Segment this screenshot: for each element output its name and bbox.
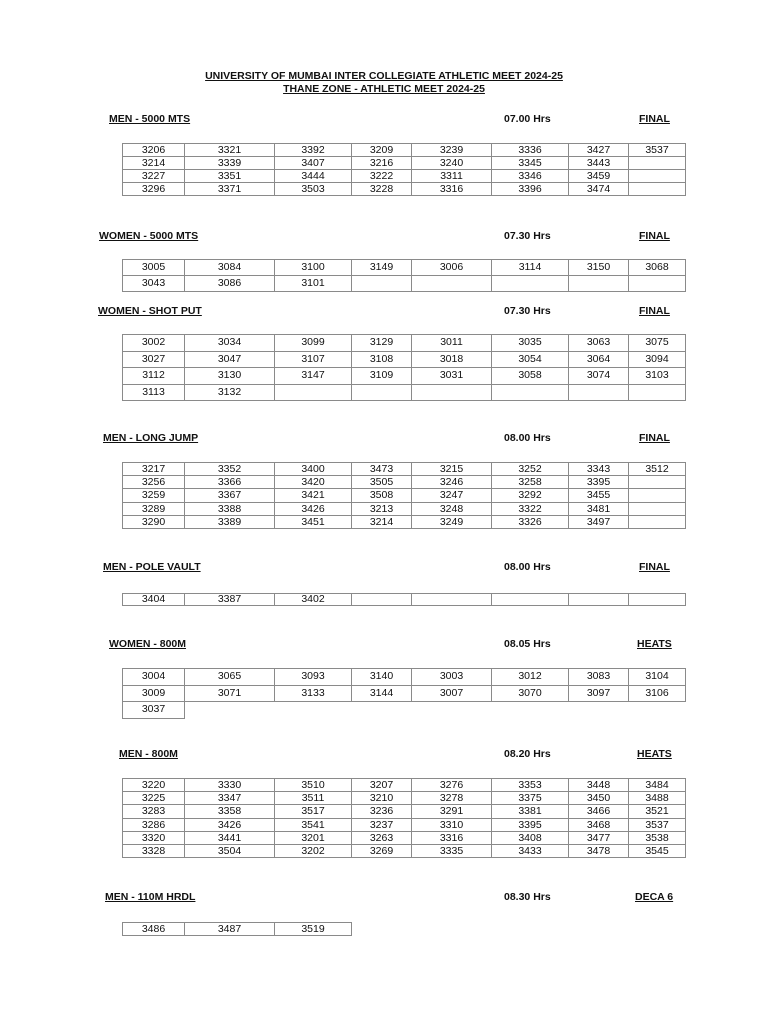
bib-cell: 3109 xyxy=(352,368,412,385)
bib-table xyxy=(122,143,686,196)
bib-cell: 3237 xyxy=(352,818,412,831)
bib-cell: 3202 xyxy=(275,845,352,858)
bib-cell: 3366 xyxy=(185,476,275,489)
bib-cell: 3240 xyxy=(412,157,492,170)
bib-cell: 3037 xyxy=(123,702,185,719)
bib-cell: 3227 xyxy=(123,170,185,183)
bib-cell: 3149 xyxy=(352,260,412,276)
bib-cell: 3018 xyxy=(412,351,492,368)
bib-cell: 3473 xyxy=(352,463,412,476)
bib-cell: 3150 xyxy=(569,260,629,276)
bib-cell: 3505 xyxy=(352,476,412,489)
bib-cell: 3455 xyxy=(569,489,629,502)
meet-title: UNIVERSITY OF MUMBAI INTER COLLEGIATE ATHLETIC MEET 2024-25 xyxy=(205,70,563,82)
event-time: 08.30 Hrs xyxy=(504,891,551,903)
bib-cell: 3387 xyxy=(185,594,275,606)
bib-cell: 3426 xyxy=(275,502,352,515)
bib-cell: 3249 xyxy=(412,515,492,528)
bib-cell: 3521 xyxy=(629,805,686,818)
bib-cell: 3427 xyxy=(569,144,629,157)
bib-cell xyxy=(629,594,686,606)
bib-cell: 3006 xyxy=(412,260,492,276)
bib-cell: 3321 xyxy=(185,144,275,157)
table-row xyxy=(123,502,686,515)
bib-cell: 3068 xyxy=(629,260,686,276)
bib-cell: 3392 xyxy=(275,144,352,157)
bib-cell: 3099 xyxy=(275,335,352,352)
bib-cell xyxy=(352,594,412,606)
bib-cell: 3420 xyxy=(275,476,352,489)
bib-cell: 3065 xyxy=(185,669,275,686)
bib-cell: 3210 xyxy=(352,792,412,805)
bib-cell: 3269 xyxy=(352,845,412,858)
bib-cell: 3215 xyxy=(412,463,492,476)
bib-cell xyxy=(412,594,492,606)
bib-cell: 3448 xyxy=(569,779,629,792)
event-name: WOMEN - SHOT PUT xyxy=(98,305,202,317)
bib-cell: 3519 xyxy=(275,923,352,936)
table-row xyxy=(123,351,686,368)
bib-cell: 3236 xyxy=(352,805,412,818)
bib-cell: 3003 xyxy=(412,669,492,686)
bib-cell: 3002 xyxy=(123,335,185,352)
bib-cell: 3538 xyxy=(629,831,686,844)
table-row xyxy=(123,831,686,844)
bib-cell: 3426 xyxy=(185,818,275,831)
bib-cell: 3108 xyxy=(352,351,412,368)
bib-cell: 3201 xyxy=(275,831,352,844)
bib-cell xyxy=(629,183,686,196)
bib-cell: 3259 xyxy=(123,489,185,502)
table-row xyxy=(123,702,686,719)
table-row xyxy=(123,779,686,792)
bib-cell xyxy=(352,276,412,292)
bib-cell: 3388 xyxy=(185,502,275,515)
bib-cell: 3537 xyxy=(629,144,686,157)
bib-cell: 3104 xyxy=(629,669,686,686)
event-name: MEN - LONG JUMP xyxy=(103,432,199,444)
bib-cell xyxy=(275,384,352,401)
bib-cell: 3283 xyxy=(123,805,185,818)
table-row xyxy=(123,818,686,831)
bib-cell xyxy=(492,594,569,606)
table-row xyxy=(123,260,686,276)
bib-cell: 3292 xyxy=(492,489,569,502)
bib-cell: 3083 xyxy=(569,669,629,686)
bib-cell: 3371 xyxy=(185,183,275,196)
bib-cell: 3252 xyxy=(492,463,569,476)
bib-table xyxy=(122,778,686,858)
bib-cell xyxy=(629,502,686,515)
bib-cell: 3064 xyxy=(569,351,629,368)
bib-cell: 3058 xyxy=(492,368,569,385)
bib-cell: 3433 xyxy=(492,845,569,858)
event-round: HEATS xyxy=(637,748,672,760)
bib-cell: 3468 xyxy=(569,818,629,831)
event-name: WOMEN - 800M xyxy=(109,638,187,650)
bib-cell: 3101 xyxy=(275,276,352,292)
bib-cell: 3214 xyxy=(352,515,412,528)
event-round: FINAL xyxy=(639,561,670,573)
bib-cell: 3093 xyxy=(275,669,352,686)
bib-cell: 3140 xyxy=(352,669,412,686)
bib-cell: 3497 xyxy=(569,515,629,528)
table-row xyxy=(123,384,686,401)
bib-cell: 3144 xyxy=(352,685,412,702)
bib-cell: 3100 xyxy=(275,260,352,276)
bib-cell: 3220 xyxy=(123,779,185,792)
bib-cell: 3278 xyxy=(412,792,492,805)
bib-cell: 3256 xyxy=(123,476,185,489)
bib-cell: 3367 xyxy=(185,489,275,502)
bib-cell: 3063 xyxy=(569,335,629,352)
event-round: HEATS xyxy=(637,638,672,650)
bib-cell: 3286 xyxy=(123,818,185,831)
bib-cell: 3351 xyxy=(185,170,275,183)
bib-cell: 3206 xyxy=(123,144,185,157)
bib-cell: 3113 xyxy=(123,384,185,401)
bib-cell: 3408 xyxy=(492,831,569,844)
event-name: MEN - 800M xyxy=(119,748,178,760)
bib-cell xyxy=(492,276,569,292)
bib-cell: 3477 xyxy=(569,831,629,844)
event-time: 08.00 Hrs xyxy=(504,561,551,573)
bib-cell: 3389 xyxy=(185,515,275,528)
zone-title: THANE ZONE - ATHLETIC MEET 2024-25 xyxy=(283,83,485,95)
bib-cell: 3133 xyxy=(275,685,352,702)
bib-cell xyxy=(492,384,569,401)
bib-cell: 3421 xyxy=(275,489,352,502)
bib-cell: 3352 xyxy=(185,463,275,476)
bib-cell: 3216 xyxy=(352,157,412,170)
bib-cell: 3296 xyxy=(123,183,185,196)
bib-cell: 3328 xyxy=(123,845,185,858)
bib-cell: 3347 xyxy=(185,792,275,805)
event-name: MEN - 5000 MTS xyxy=(109,113,191,125)
bib-cell: 3106 xyxy=(629,685,686,702)
bib-cell: 3474 xyxy=(569,183,629,196)
bib-cell: 3508 xyxy=(352,489,412,502)
table-row xyxy=(123,845,686,858)
bib-cell: 3074 xyxy=(569,368,629,385)
bib-cell: 3486 xyxy=(123,923,185,936)
bib-cell xyxy=(412,276,492,292)
bib-cell: 3130 xyxy=(185,368,275,385)
bib-cell: 3441 xyxy=(185,831,275,844)
event-name: WOMEN - 5000 MTS xyxy=(99,230,199,242)
bib-cell: 3112 xyxy=(123,368,185,385)
table-row xyxy=(123,463,686,476)
table-row xyxy=(123,170,686,183)
bib-cell: 3107 xyxy=(275,351,352,368)
bib-cell: 3310 xyxy=(412,818,492,831)
bib-cell: 3011 xyxy=(412,335,492,352)
bib-cell: 3276 xyxy=(412,779,492,792)
bib-cell xyxy=(629,489,686,502)
bib-cell xyxy=(569,276,629,292)
bib-cell: 3395 xyxy=(492,818,569,831)
bib-cell: 3336 xyxy=(492,144,569,157)
bib-cell: 3246 xyxy=(412,476,492,489)
bib-cell: 3054 xyxy=(492,351,569,368)
bib-cell: 3537 xyxy=(629,818,686,831)
bib-cell: 3402 xyxy=(275,594,352,606)
event-time: 07.30 Hrs xyxy=(504,305,551,317)
bib-cell: 3504 xyxy=(185,845,275,858)
bib-cell: 3214 xyxy=(123,157,185,170)
table-row xyxy=(123,685,686,702)
bib-cell: 3375 xyxy=(492,792,569,805)
table-row xyxy=(123,792,686,805)
bib-cell: 3510 xyxy=(275,779,352,792)
bib-cell: 3047 xyxy=(185,351,275,368)
bib-cell xyxy=(629,384,686,401)
bib-table xyxy=(122,922,352,936)
bib-cell: 3004 xyxy=(123,669,185,686)
bib-cell: 3207 xyxy=(352,779,412,792)
bib-cell xyxy=(629,515,686,528)
table-row xyxy=(123,515,686,528)
event-time: 07.00 Hrs xyxy=(504,113,551,125)
bib-cell: 3031 xyxy=(412,368,492,385)
bib-cell: 3075 xyxy=(629,335,686,352)
event-round: FINAL xyxy=(639,113,670,125)
bib-cell: 3404 xyxy=(123,594,185,606)
bib-cell: 3407 xyxy=(275,157,352,170)
bib-cell: 3503 xyxy=(275,183,352,196)
bib-cell: 3353 xyxy=(492,779,569,792)
table-row xyxy=(123,144,686,157)
bib-cell: 3005 xyxy=(123,260,185,276)
bib-cell: 3541 xyxy=(275,818,352,831)
bib-cell: 3228 xyxy=(352,183,412,196)
bib-cell: 3335 xyxy=(412,845,492,858)
event-name: MEN - POLE VAULT xyxy=(103,561,201,573)
bib-cell: 3396 xyxy=(492,183,569,196)
table-row xyxy=(123,183,686,196)
bib-cell: 3484 xyxy=(629,779,686,792)
event-name: MEN - 110M HRDL xyxy=(105,891,196,903)
bib-cell: 3459 xyxy=(569,170,629,183)
bib-cell: 3488 xyxy=(629,792,686,805)
event-round: FINAL xyxy=(639,432,670,444)
bib-cell xyxy=(412,384,492,401)
bib-cell xyxy=(629,476,686,489)
bib-cell: 3545 xyxy=(629,845,686,858)
bib-cell: 3450 xyxy=(569,792,629,805)
table-row xyxy=(123,669,686,686)
bib-cell xyxy=(629,170,686,183)
bib-table xyxy=(122,462,686,529)
bib-cell: 3339 xyxy=(185,157,275,170)
bib-cell: 3478 xyxy=(569,845,629,858)
bib-cell: 3248 xyxy=(412,502,492,515)
event-time: 08.00 Hrs xyxy=(504,432,551,444)
bib-cell: 3289 xyxy=(123,502,185,515)
bib-cell: 3451 xyxy=(275,515,352,528)
bib-cell: 3263 xyxy=(352,831,412,844)
bib-cell: 3346 xyxy=(492,170,569,183)
bib-cell: 3103 xyxy=(629,368,686,385)
event-round: DECA 6 xyxy=(635,891,674,903)
bib-cell: 3225 xyxy=(123,792,185,805)
bib-cell: 3086 xyxy=(185,276,275,292)
bib-cell: 3517 xyxy=(275,805,352,818)
bib-cell: 3512 xyxy=(629,463,686,476)
bib-cell: 3345 xyxy=(492,157,569,170)
bib-table xyxy=(122,668,686,719)
bib-cell: 3217 xyxy=(123,463,185,476)
event-round: FINAL xyxy=(639,230,670,242)
bib-cell: 3481 xyxy=(569,502,629,515)
bib-cell: 3258 xyxy=(492,476,569,489)
bib-cell: 3400 xyxy=(275,463,352,476)
table-row xyxy=(123,923,352,936)
bib-cell: 3132 xyxy=(185,384,275,401)
bib-cell: 3443 xyxy=(569,157,629,170)
bib-cell: 3316 xyxy=(412,831,492,844)
bib-cell: 3330 xyxy=(185,779,275,792)
bib-cell: 3322 xyxy=(492,502,569,515)
bib-cell: 3466 xyxy=(569,805,629,818)
bib-cell xyxy=(569,384,629,401)
table-row xyxy=(123,489,686,502)
bib-cell: 3209 xyxy=(352,144,412,157)
bib-cell: 3444 xyxy=(275,170,352,183)
bib-cell: 3009 xyxy=(123,685,185,702)
bib-cell: 3129 xyxy=(352,335,412,352)
bib-cell: 3395 xyxy=(569,476,629,489)
bib-cell: 3027 xyxy=(123,351,185,368)
bib-cell xyxy=(569,594,629,606)
bib-table xyxy=(122,593,686,606)
bib-cell: 3222 xyxy=(352,170,412,183)
bib-cell: 3326 xyxy=(492,515,569,528)
table-row xyxy=(123,335,686,352)
table-row xyxy=(123,805,686,818)
bib-cell: 3012 xyxy=(492,669,569,686)
bib-cell: 3007 xyxy=(412,685,492,702)
bib-cell: 3290 xyxy=(123,515,185,528)
bib-cell: 3291 xyxy=(412,805,492,818)
bib-cell: 3084 xyxy=(185,260,275,276)
table-row xyxy=(123,368,686,385)
bib-cell: 3381 xyxy=(492,805,569,818)
table-row xyxy=(123,276,686,292)
bib-table xyxy=(122,259,686,292)
bib-cell: 3070 xyxy=(492,685,569,702)
table-row xyxy=(123,476,686,489)
bib-cell xyxy=(629,157,686,170)
bib-cell: 3213 xyxy=(352,502,412,515)
bib-cell: 3343 xyxy=(569,463,629,476)
bib-cell: 3043 xyxy=(123,276,185,292)
bib-cell: 3316 xyxy=(412,183,492,196)
bib-cell: 3320 xyxy=(123,831,185,844)
bib-cell: 3358 xyxy=(185,805,275,818)
bib-cell: 3147 xyxy=(275,368,352,385)
bib-cell: 3311 xyxy=(412,170,492,183)
event-time: 08.20 Hrs xyxy=(504,748,551,760)
bib-cell: 3511 xyxy=(275,792,352,805)
bib-cell xyxy=(352,384,412,401)
bib-table xyxy=(122,334,686,401)
bib-cell: 3035 xyxy=(492,335,569,352)
bib-cell: 3114 xyxy=(492,260,569,276)
bib-cell: 3487 xyxy=(185,923,275,936)
table-row xyxy=(123,157,686,170)
bib-cell: 3071 xyxy=(185,685,275,702)
bib-cell xyxy=(629,276,686,292)
bib-cell: 3034 xyxy=(185,335,275,352)
bib-cell: 3247 xyxy=(412,489,492,502)
event-round: FINAL xyxy=(639,305,670,317)
table-row xyxy=(123,594,686,606)
bib-cell: 3097 xyxy=(569,685,629,702)
event-time: 08.05 Hrs xyxy=(504,638,551,650)
event-time: 07.30 Hrs xyxy=(504,230,551,242)
bib-cell: 3094 xyxy=(629,351,686,368)
bib-cell: 3239 xyxy=(412,144,492,157)
